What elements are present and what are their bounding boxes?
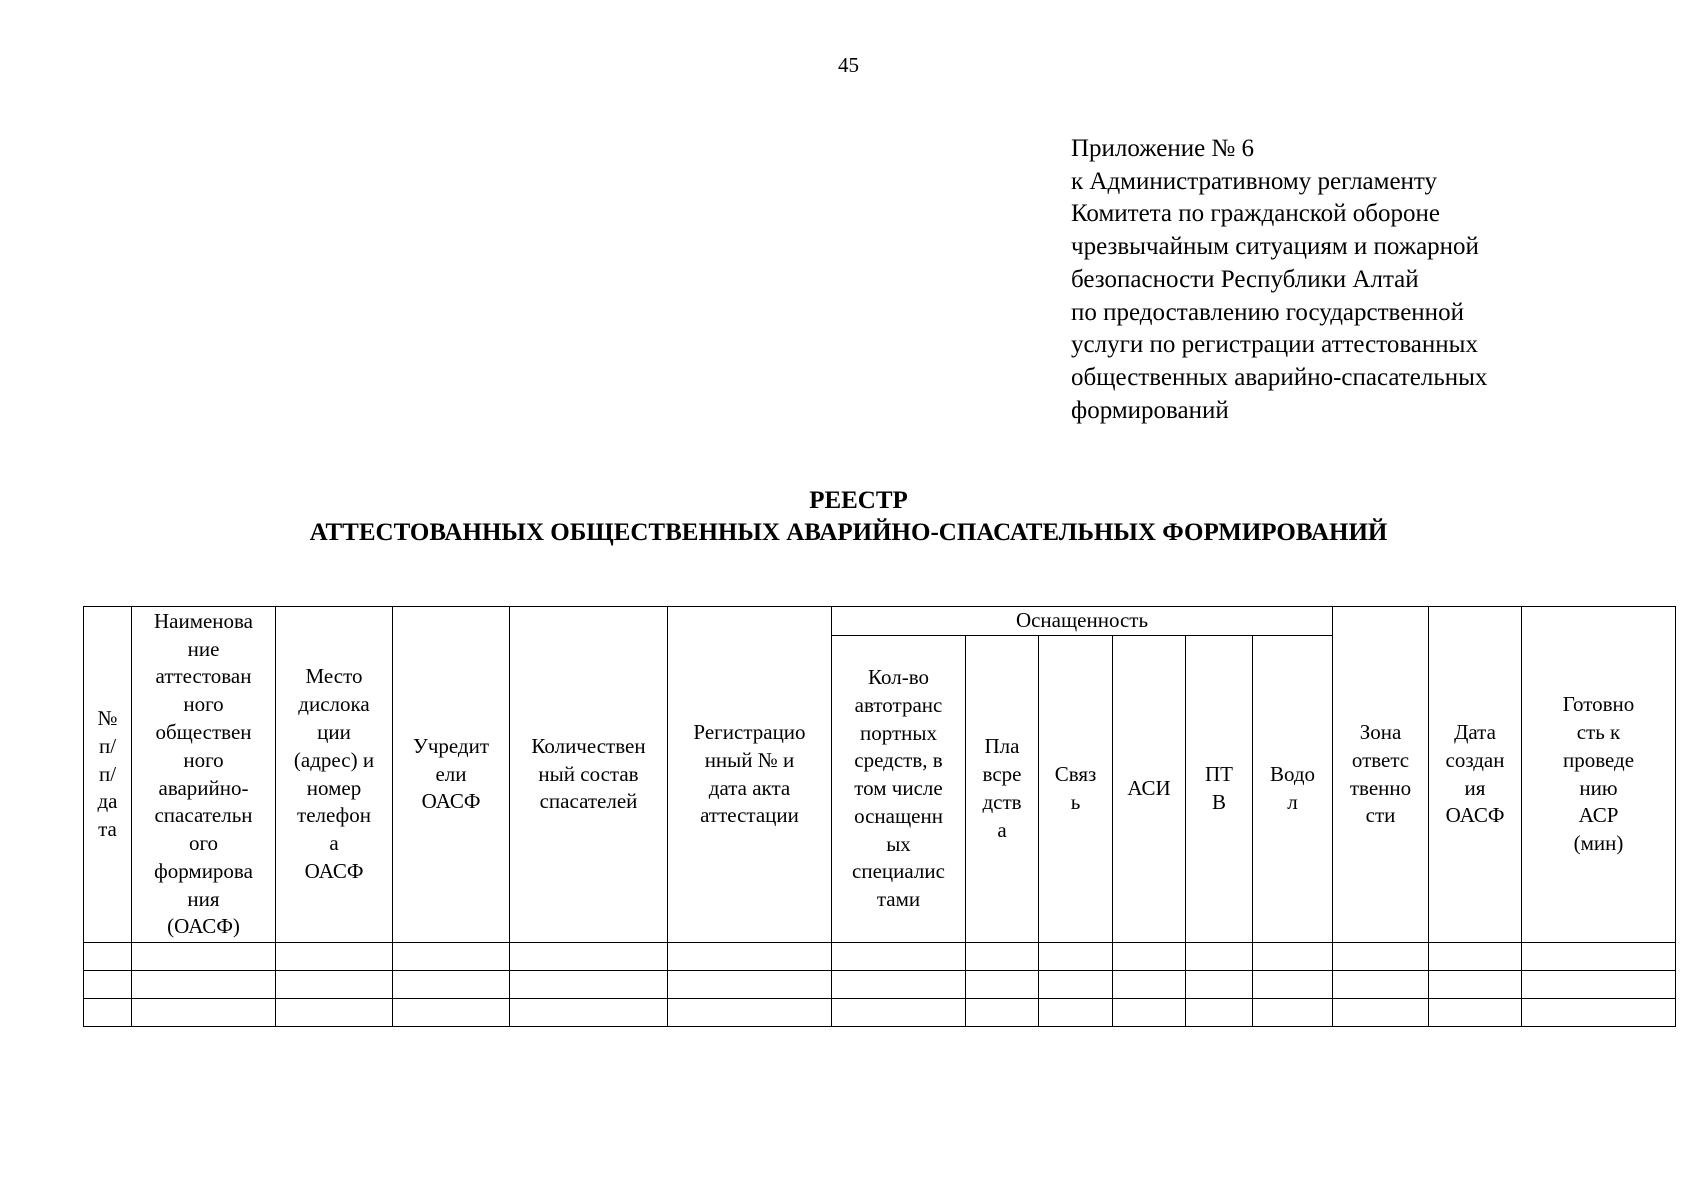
- table-cell: [1333, 971, 1429, 999]
- table-cell: [1113, 971, 1186, 999]
- appendix-line: к Административному регламенту: [1071, 167, 1438, 195]
- document-title: [0, 485, 1697, 549]
- table-cell: [966, 999, 1039, 1027]
- header-registration: Регистрацио нный № и дата акта аттестации: [668, 607, 832, 943]
- table-cell: [1113, 999, 1186, 1027]
- header-asi: АСИ: [1113, 636, 1186, 943]
- header-name: Наименова ние аттестован ного обществен ного аварийно- спасательн ого формирова ния (ОАСФ): [132, 607, 276, 943]
- header-staff: Количествен ный состав спасателей: [510, 607, 668, 943]
- table-cell: [1186, 999, 1253, 1027]
- page-number: 45: [838, 53, 859, 77]
- table-cell: [393, 999, 510, 1027]
- header-row: [84, 607, 1676, 636]
- table-cell: [1253, 999, 1333, 1027]
- appendix-line: общественных аварийно-спасательных: [1071, 363, 1488, 391]
- table-cell: [1429, 971, 1522, 999]
- appendix-line: формирований: [1071, 396, 1229, 424]
- appendix-block: [1071, 133, 1487, 427]
- table-cell: [1429, 999, 1522, 1027]
- header-divers: Водо л: [1253, 636, 1333, 943]
- header-equipment-group: Оснащенность: [832, 607, 1333, 636]
- title-line-2: АТТЕСТОВАННЫХ ОБЩЕСТВЕННЫХ АВАРИЙНО-СПАСАТЕЛЬНЫХ ФОРМИРОВАНИЙ: [309, 519, 1388, 546]
- table-cell: [1186, 971, 1253, 999]
- table-cell: [510, 999, 668, 1027]
- table-cell: [1522, 999, 1676, 1027]
- table-cell: [1522, 943, 1676, 971]
- table-body: [84, 943, 1676, 1027]
- table-row: [84, 971, 1676, 999]
- table-cell: [1039, 999, 1113, 1027]
- header-readiness: Готовно сть к проведе нию АСР (мин): [1522, 607, 1676, 943]
- table-cell: [276, 943, 393, 971]
- table-cell: [1253, 971, 1333, 999]
- header-zone: Зона ответс твенно сти: [1333, 607, 1429, 943]
- table-cell: [84, 971, 132, 999]
- table-cell: [668, 943, 832, 971]
- register-table: [83, 606, 1676, 1027]
- table-cell: [1429, 943, 1522, 971]
- table-cell: [510, 971, 668, 999]
- appendix-line: чрезвычайным ситуациям и пожарной: [1071, 233, 1479, 261]
- appendix-line: по предоставлению государственной: [1071, 298, 1464, 326]
- table-cell: [1186, 943, 1253, 971]
- header-vehicles: Кол-во автотранс портных средств, в том числе оснащенн ых специалис тами: [832, 636, 966, 943]
- table-cell: [668, 971, 832, 999]
- table-cell: [966, 943, 1039, 971]
- appendix-line: Приложение № 6: [1071, 135, 1255, 162]
- table-cell: [132, 971, 276, 999]
- table-cell: [668, 999, 832, 1027]
- header-watercraft: Пла всре дств а: [966, 636, 1039, 943]
- table-cell: [1253, 943, 1333, 971]
- table-cell: [832, 999, 966, 1027]
- table-cell: [393, 971, 510, 999]
- table-row: [84, 999, 1676, 1027]
- header-communication: Связ ь: [1039, 636, 1113, 943]
- table-cell: [832, 971, 966, 999]
- table-cell: [393, 943, 510, 971]
- table-cell: [510, 943, 668, 971]
- table-cell: [132, 999, 276, 1027]
- table-cell: [1522, 971, 1676, 999]
- appendix-line: услуги по регистрации аттестованных: [1071, 331, 1478, 359]
- header-ptv: ПТ В: [1186, 636, 1253, 943]
- table-cell: [276, 971, 393, 999]
- header-number: № п/ п/ да та: [84, 607, 132, 943]
- table-cell: [1113, 943, 1186, 971]
- header-founders: Учредит ели ОАСФ: [393, 607, 510, 943]
- table-cell: [832, 943, 966, 971]
- table-cell: [84, 943, 132, 971]
- table-row: [84, 943, 1676, 971]
- header-creation-date: Дата создан ия ОАСФ: [1429, 607, 1522, 943]
- table-cell: [132, 943, 276, 971]
- title-line-1: РЕЕСТР: [809, 487, 908, 514]
- appendix-line: безопасности Республики Алтай: [1071, 265, 1419, 293]
- table-cell: [1039, 943, 1113, 971]
- table-cell: [84, 999, 132, 1027]
- appendix-line: Комитета по гражданской обороне: [1071, 200, 1440, 228]
- header-location: Место дислока ции (адрес) и номер телефон а ОАСФ: [276, 607, 393, 943]
- table-cell: [1333, 999, 1429, 1027]
- table-cell: [276, 999, 393, 1027]
- table-cell: [966, 971, 1039, 999]
- table-cell: [1039, 971, 1113, 999]
- table-cell: [1333, 943, 1429, 971]
